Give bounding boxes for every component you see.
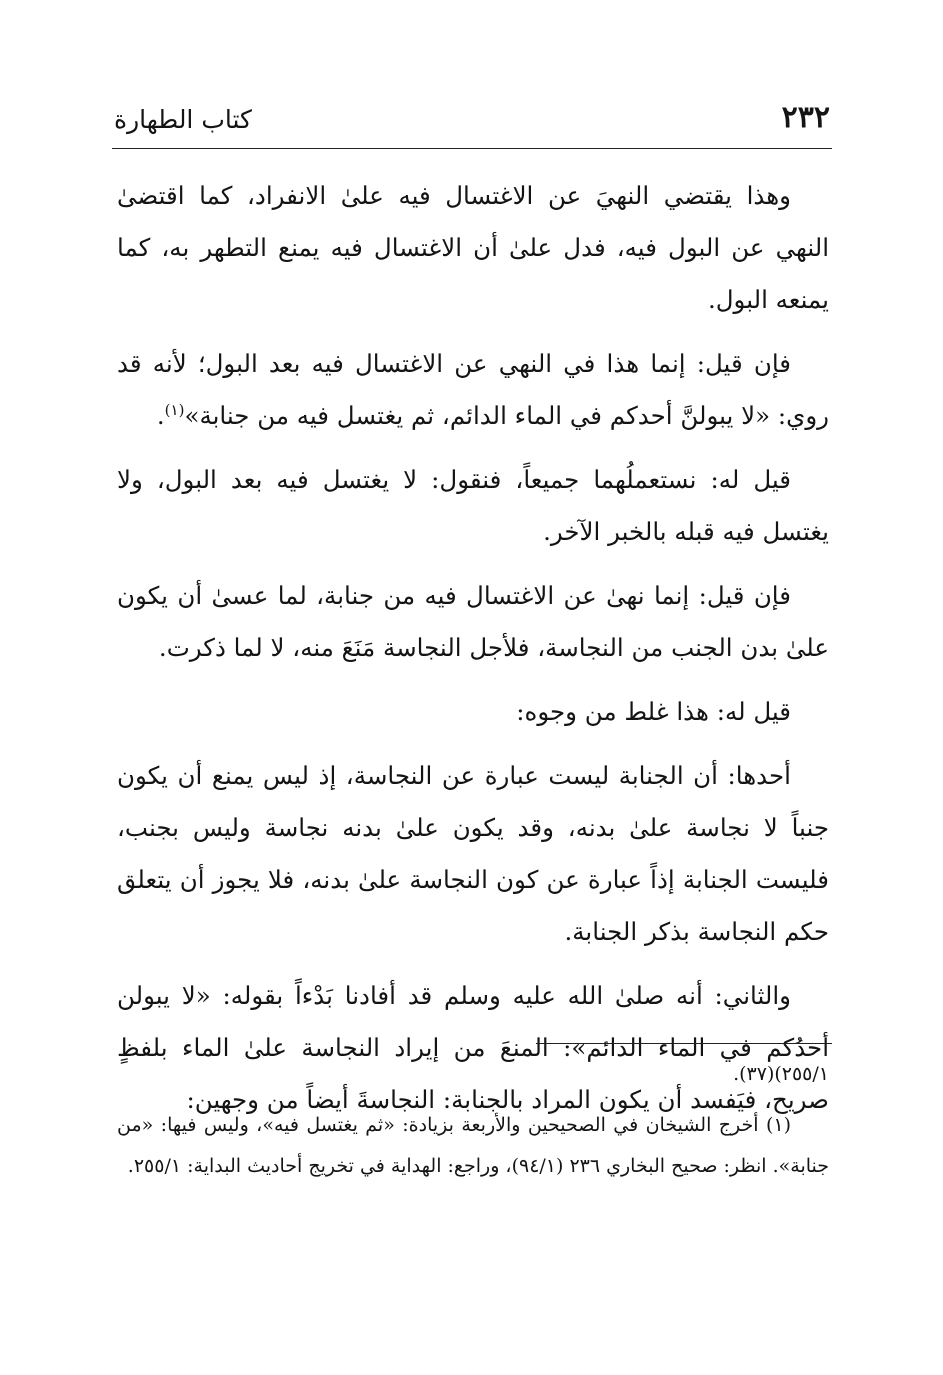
source-reference: ٢٥٥/١)(٣٧). <box>733 1063 829 1085</box>
paragraph: فإن قيل: إنما نهىٰ عن الاغتسال فيه من جنابة، لما عسىٰ أن يكون علىٰ بدن الجنب من النجاسة، فلأجل النجاسة مَنَعَ منه، لا لما ذكرت. <box>117 581 829 662</box>
footnotes <box>117 1054 829 1197</box>
main-text <box>117 170 829 1138</box>
paragraph <box>117 338 829 442</box>
footnote-divider <box>536 1043 832 1044</box>
header-divider <box>112 148 832 149</box>
footnote-1: (١) أخرج الشيخان في الصحيحين والأربعة بزيادة: «ثم يغتسل فيه»، وليس فيها: «من جنابة». انظر: صحيح البخاري ٢٣٦ (٩٤/١)، وراجع: الهداية في تخريج أحاديث البداية: ٢٥٥/١. <box>117 1114 829 1177</box>
paragraph-end: . <box>156 401 165 430</box>
paragraph-text: فإن قيل: إنما هذا في النهي عن الاغتسال فيه بعد البول؛ لأنه قد روي: «لا يبولنَّ أحدكم في الماء الدائم، ثم يغتسل فيه من جنابة» <box>117 349 829 430</box>
page-number: ٢٣٢ <box>781 100 830 135</box>
footnote-marker: (١) <box>164 400 185 419</box>
running-title: كتاب الطهارة <box>114 105 252 134</box>
paragraph: قيل له: نستعملُهما جميعاً، فنقول: لا يغتسل فيه بعد البول، ولا يغتسل فيه قبله بالخبر الآخر. <box>117 465 829 546</box>
paragraph: وهذا يقتضي النهيَ عن الاغتسال فيه علىٰ الانفراد، كما اقتضىٰ النهي عن البول فيه، فدل علىٰ أن الاغتسال فيه يمنع التطهر به، كما يمنعه البول. <box>117 181 829 314</box>
paragraph: أحدها: أن الجنابة ليست عبارة عن النجاسة، إذ ليس يمنع أن يكون جنباً لا نجاسة علىٰ بدنه، وقد يكون علىٰ بدنه نجاسة وليس بجنب، فليست الجنابة إذاً عبارة عن كون النجاسة علىٰ بدنه، فلا يجوز أن يتعلق حكم النجاسة بذكر الجنابة. <box>117 761 829 946</box>
page-header <box>112 96 832 146</box>
paragraph: قيل له: هذا غلط من وجوه: <box>516 697 791 726</box>
paragraph: والثاني: أنه صلىٰ الله عليه وسلم قد أفادنا بَدْءاً بقوله: «لا يبولن أحدُكم في الماء الدائم»: المنعَ من إيراد النجاسة علىٰ الماء بلفظٍ صريح، فيَفسد أن يكون المراد بالجنابة: النجاسةَ أيضاً من وجهين: <box>117 981 829 1114</box>
